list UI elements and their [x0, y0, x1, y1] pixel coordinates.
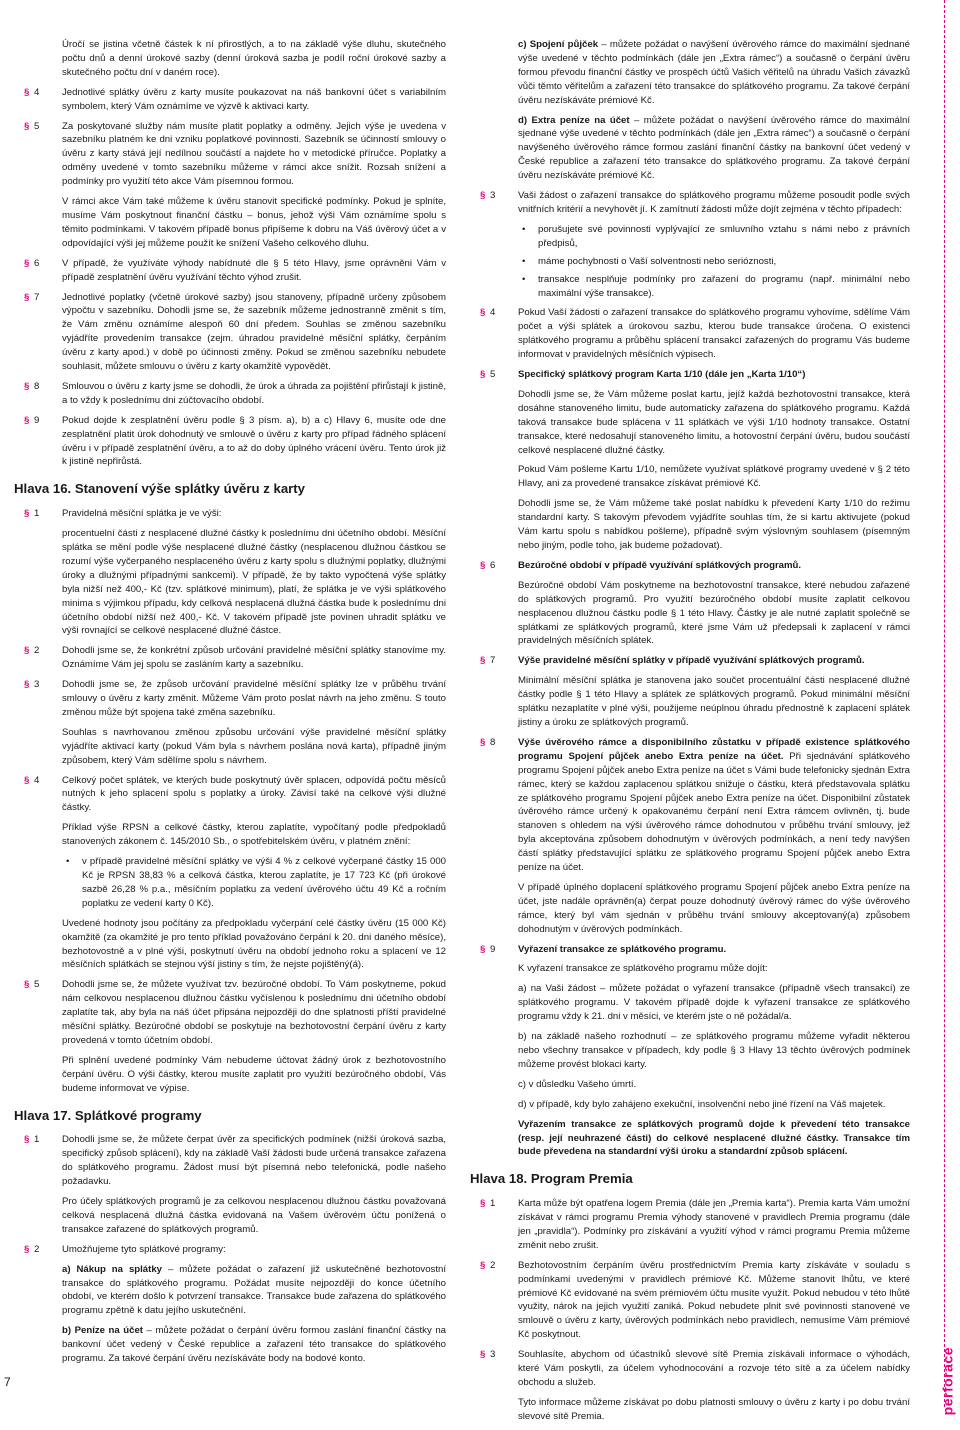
right-column — [470, 38, 910, 1430]
h17-section-2: § 2 Umožňujeme tyto splátkové programy: a) Nákup na splátky – můžete požádat o zařazení již uskutečněné bezhotovostní transakce do splátkového programu. Požádat musíte nejpozději do konce účetního období, ve kterém došlo k potvrzení transakce. Transakce bude zařazena do splátkového programu zpětně k datu jejího uskutečnění. b) Peníze na účet – můžete požádat o čerpání úvěru formou zaslání finanční částky na bankovní účet vedený v České republice a zařazení této transakce do splátkového programu. Za takové čerpání úvěru nezískáváte body na bodové konto. — [24, 1243, 447, 1365]
h16-section-2: § 2 Dohodli jsme se, že konkrétní způsob určování pravidelné měsíční splátky stanovíme my. Oznámíme Vám jej spolu se zasláním karty a sazebníku. — [24, 645, 446, 671]
h17-section-6: § 6 Bezúročné období v případě využívání splátkových programů. Bezúročné období Vám poskytneme na bezhotovostní transakce, které nebudou zařazené do splátkových programů. Pro využití bezúročného období musíte zaplatit celkovou nesplacenou dlužnou částku podle § 1 této Hlavy. Částky je ale nutné zaplatit společně se splátkami ze splátkových programů, které jsme Vám už předepsali k zaplacení v rámci pravidelných měsíčních splátek. — [480, 559, 910, 647]
h16-section-4-text-3: Uvedené hodnoty jsou počítány za předpokladu vyčerpání celé částky úvěru (15 000 Kč) okamžitě (za okamžité je pro tento příklad považováno čerpání k 20. dni daného měsíce), bezhotovostně a v plné výši, poskytnutí úvěru na období jednoho roku a splacení ve 12 měsíčních splátkách se stejnou výší jistiny s tím, že nejste pojištěný(á). — [62, 917, 446, 971]
h17-section-4: § 4 Pokud Vaší žádosti o zařazení transakce do splátkového programu vyhovíme, sdělíme Vám počet a výši splátek a úrokovou sazbu, kterou bude transakce úročena. O existenci splátkového programu a průběhu splácení transakcí zařazených do programu Vás budeme informovat v pravidelných měsíčních výpisech. — [480, 307, 910, 361]
h17-section-5: § 5 Specifický splátkový program Karta 1/10 (dále jen „Karta 1/10“) Dohodli jsme se, že Vám můžeme poslat kartu, jejíž každá bezhotovostní transakce, která dosáhne stanoveného limitu, bude automaticky zařazena do splátkového programu. Každá taková transakce bude splácena v 11 splátkách ve výši 1/10 hodnoty transakce. Ostatní transakce, které nedosahují stanoveného limitu, a hotovostní čerpání úvěru, budou součástí celkové nesplacené dlužné částky. Pokud Vám pošleme Kartu 1/10, nemůžete využívat splátkové programy uvedené v § 2 této Hlavy, ani za provedené transakce získávat prémiové Kč. Dohodli jsme se, že Vám můžeme také poslat nabídku k převedení Karty 1/10 do režimu standardní karty. S takovým převodem vyjádříte souhlas tím, že si kartu aktivujete (pokud Vám kartu spolu s nabídkou pošleme), případně svým výslovným souhlasem (písemným nebo jiným, podle toho, jak budeme požadovat). — [480, 369, 910, 551]
h17-section-4-text: Pokud Vaší žádosti o zařazení transakce do splátkového programu vyhovíme, sdělíme Vám počet a výši splátek a úrokovou sazbu, kterou bude transakce úročena. O existenci splátkového programu a průběhu splácení transakcí zařazených do programu Vás budeme informovat v pravidelných měsíčních výpisech. — [518, 307, 910, 361]
section-9: § 9 Pokud dojde k zesplatnění úvěru podle § 3 písm. a), b) a c) Hlavy 6, musíte ode dne zesplatnění platit úrok dohodnutý ve smlouvě o úvěru z karty pro případ řádného splácení úvěru i v případě zesplatnění úvěru, a to až do doby úplného vrácení úvěru. Tento úrok již k jistině nepřirůstá. — [24, 414, 446, 468]
section-7-text: Jednotlivé poplatky (včetně úrokové sazby) jsou stanoveny, případně určeny způsobem výpočtu v sazebníku. Dohodli jsme se, že sazebník můžeme jednostranně změnit s tím, že Vám změnu oznámíme alespoň 60 dní předem. Souhlas se změnou sazebníku vyjádříte provedením transakce (zejm. úhradou pravidelné měsíční splátky, čerpáním úvěru z karty apod.) v době po účinnosti změny. Pokud se změnou sazebníku nebudete souhlasit, můžete smlouvu o úvěru z karty okamžitě vypovědět. — [62, 291, 446, 373]
paragraph-mark: § — [480, 1349, 486, 1361]
h17-section-5-text-2: Pokud Vám pošleme Kartu 1/10, nemůžete využívat splátkové programy uvedené v § 2 této Hlavy, ani za provedené transakce získávat prémiové Kč. — [518, 464, 910, 490]
list-item: • v případě pravidelné měsíční splátky ve výši 4 % z celkové vyčerpané částky 15 000 Kč je RPSN 38,83 % a celková částka, kterou zaplatíte, je 17 723 Kč (při úrokové sazbě 26,28 % p.a., měsíčním poplatku za vedení úvěrového účtu 49 Kč a ročním poplatku ze vedení karty 0 Kč). — [62, 855, 446, 911]
section-5-text-2: V rámci akce Vám také můžeme k úvěru stanovit specifické podmínky. Pokud je splníte, musíme Vám poskytnout finanční částku – bonus, jehož výši Vám oznámíme spolu s těmito podmínkami. V takovém případě bonus připíšeme k dobru na Váš úvěrový účet a v odpovídající výši jej můžeme použít ke snížení Vašeho celkového dluhu. — [62, 196, 446, 249]
h18-section-3: § 3 Souhlasíte, abychom od účastníků slevové sítě Premia získávali informace o výhodách, které Vám poskytli, za účelem vyhodnocování a rozvoje této sítě a za účelem nabídky obchodu a služeb. Tyto informace můžeme získávat po dobu platnosti smlouvy o úvěru z karty i po dobu trvání slevové sítě Premia. — [480, 1349, 910, 1422]
h17-section-5-text: Dohodli jsme se, že Vám můžeme poslat kartu, jejíž každá bezhotovostní transakce, která dosáhne stanoveného limitu, bude automaticky zařazena do splátkového programu. Každá taková transakce bude splácena v 11 splátkách ve výši 1/10 hodnoty transakce. Ostatní transakce, které nedosahují stanoveného limitu, a hotovostní čerpání úvěru, budou součástí celkové nesplacené dlužné částky. — [518, 388, 910, 456]
h17-section-2-text: Umožňujeme tyto splátkové programy: — [62, 1243, 226, 1255]
h16-section-2-text: Dohodli jsme se, že konkrétní způsob určování pravidelné měsíční splátky stanovíme my. Oznámíme Vám jej spolu se zasláním karty a sazebníku. — [62, 645, 446, 671]
section-6: § 6 V případě, že využíváte výhody nabídnuté dle § 5 této Hlavy, jsme oprávněni Vám v případě zesplatnění úvěru využívání těchto výhod zrušit. — [24, 257, 446, 283]
paragraph-mark: § — [480, 559, 486, 571]
paragraph-mark: § — [24, 291, 30, 303]
h16-section-1-text: Pravidelná měsíční splátka je ve výši: — [62, 508, 222, 520]
h16-section-3: § 3 Dohodli jsme se, že způsob určování pravidelné měsíční splátky lze v průběhu trvání smlouvy o úvěru z karty změnit. Můžeme Vám proto poslat návrh na jeho změnu. S touto změnou může být spojena také změna sazebníku. Souhlas s navrhovanou změnou způsobu určování výše pravidelné měsíční splátky vyjádříte aktivací karty (pokud Vám byla s návrhem poslána nová karta), případně jiným způsobem, který Vám sdělíme spolu s návrhem. — [24, 679, 446, 766]
h16-section-4: § 4 Celkový počet splátek, ve kterých bude poskytnutý úvěr splacen, odpovídá počtu měsíců nutných k jeho splacení spolu s poplatky a úroky. Závisí také na celkové výši dlužné částky. Příklad výše RPSN a celkové částky, kterou zaplatíte, vypočítaný podle předpokladů stanovených zákonem č. 145/2010 Sb., o spotřebitelském úvěru, v platném znění: • v případě pravidelné měsíční splátky ve výši 4 % z celkové vyčerpané částky 15 000 Kč je RPSN 38,83 % a celková částka, kterou zaplatíte, je 17 723 Kč (při úrokové sazbě 26,28 % p.a., měsíčním poplatku za vedení úvěrového účtu 49 Kč a ročním poplatku ze vedení karty 0 Kč). Uvedené hodnoty jsou počítány za předpokladu vyčerpání celé částky úvěru (15 000 Kč) okamžitě (za okamžité je pro tento příklad považováno čerpání k 20. dni daného měsíce), bezhotovostně a v plné výši, poskytnutí úvěru na období jednoho roku a splacení ve 12 měsíčních splátkách se stejnou výší jistiny s tím, že nejste pojištěný(á). — [14, 774, 446, 973]
list-item: • máme pochybnosti o Vaší solventnosti nebo serióznosti, — [518, 255, 910, 269]
paragraph-mark: § — [480, 369, 486, 381]
h18-section-2: § 2 Bezhotovostním čerpáním úvěru prostřednictvím Premia karty získáváte v souladu s podmínkami uvedenými v pravidlech prémiové Kč. Můžeme stanovit lhůtu, ve které prémiové Kč evidované na svém prémiovém účtu musíte využít. Pokud nebudou v této lhůtě využity, nárok na jejich využití zaniká. Pokud nebudete plnit své povinnosti stanovené ve smlouvě o úvěru z karty, úvěrových podmínkách nebo pravidlech, nemusíme Vám prémiové Kč poskytnout. — [480, 1259, 910, 1341]
h17-section-9-b: b) na základě našeho rozhodnutí – ze splátkového programu můžeme vyřadit některou nebo všechny transakce v případech, kdy podle § 3 Hlavy 13 těchto úvěrových podmínek můžeme provést blokaci karty. — [518, 1031, 910, 1070]
section-8: § 8 Smlouvou o úvěru z karty jsme se dohodli, že úrok a úhrada za pojištění přirůstají k jistině, a to vždy k poslednímu dni zúčtovacího období. — [24, 380, 446, 406]
h16-section-4-text: Celkový počet splátek, ve kterých bude poskytnutý úvěr splacen, odpovídá počtu měsíců nutných k jeho splacení spolu s poplatky a úroky. Závisí také na celkové výši dlužné částky. — [62, 774, 446, 814]
h18-section-3-text: Souhlasíte, abychom od účastníků slevové sítě Premia získávali informace o výhodách, které Vám poskytli, za účelem vyhodnocování a rozvoje této sítě a za účelem nabídky obchodu a služeb. — [518, 1349, 910, 1389]
h17-section-6-title: Bezúročné období v případě využívání splátkových programů. — [518, 559, 802, 571]
list-item: • transakce nesplňuje podmínky pro zařazení do programu (např. minimální nebo maximální výše transakce). — [518, 273, 910, 301]
paragraph-mark: § — [24, 679, 30, 691]
page-number: 7 — [4, 1375, 11, 1389]
section-6-text: V případě, že využíváte výhody nabídnuté dle § 5 této Hlavy, jsme oprávněni Vám v případě zesplatnění úvěru využívání těchto výhod zrušit. — [62, 257, 446, 283]
paragraph-mark: § — [24, 645, 30, 657]
h17-section-8: § 8 Výše úvěrového rámce a disponibilního zůstatku v případě existence splátkového programu Spojení půjček anebo Extra peníze na účet. Při sjednávání splátkového programu Spojení půjček anebo Extra peníze na účet s Vámi bude telefonicky sjednán Extra rámec, který se každou zaplacenou splátkou snižuje o částku, která představovala splátku ze splátkového programu Spojení půjček anebo Extra peníze na účet. Disponibilní zůstatek úvěrového rámce určený k opakovanému čerpání není Extra rámcem ovlivněn, tj. bude stanoven s ohledem na výši úvěrového rámce dohodnutou v průběhu trvání smlouvy, jež byla akceptována způsobem dohodnutým v úvěrových podmínkách, a není tedy navýšen částí splátky představující splátku ze splátkového programu Spojení půjček anebo Extra peníze na účet. V případě úplného doplacení splátkového programu Spojení půjček anebo Extra peníze na účet, jste nadále oprávněn(a) čerpat pouze dohodnutý úvěrový rámec do výše úvěrového rámce, který byl vám sjednán v průběhu trvání smlouvy akceptovaný(a) způsobem dohodnutým v úvěrových podmínkách. — [480, 736, 910, 935]
program-nakup-na-splatky: a) Nákup na splátky – můžete požádat o zařazení již uskutečněné bezhotovostní transakce do splátkového programu. Požádat musíte nejpozději do konce účetního období, ve kterém došlo k potvrzení transakce. Transakce bude zařazena do splátkového programu zpětně k datu jejího uskutečnění. — [62, 1263, 447, 1317]
section-9-text: Pokud dojde k zesplatnění úvěru podle § 3 písm. a), b) a c) Hlavy 6, musíte ode dne zesplatnění platit úrok dohodnutý ve smlouvě o úvěru z karty pro případ řádného splácení úvěru i v případě zesplatnění úvěru, a to až do doby úplného vrácení úvěru. Tento úrok již k jistině nepřirůstá. — [62, 414, 446, 468]
h18-section-3-text-2: Tyto informace můžeme získávat po dobu platnosti smlouvy o úvěru z karty i po dobu trvání slevové sítě Premia. — [518, 1396, 910, 1422]
paragraph-mark: § — [24, 508, 30, 520]
paragraph-mark: § — [24, 1134, 30, 1146]
paragraph-mark: § — [480, 736, 486, 748]
h17-section-5-text-3: Dohodli jsme se, že Vám můžeme také poslat nabídku k převedení Karty 1/10 do režimu standardní karty. S takovým převodem vyjádříte souhlas tím, že si kartu aktivujete (pokud Vám kartu spolu s nabídkou pošleme), případně svým výslovným souhlasem (písemným nebo jiným, podle toho, jak budeme požadovat). — [518, 498, 910, 551]
section-7: § 7 Jednotlivé poplatky (včetně úrokové sazby) jsou stanoveny, případně určeny způsobem výpočtu v sazebníku. Dohodli jsme se, že sazebník můžeme jednostranně změnit s tím, že Vám změnu oznámíme alespoň 60 dní předem. Souhlas se změnou sazebníku vyjádříte provedením transakce (zejm. úhradou pravidelné měsíční splátky, čerpáním úvěru z karty apod.) v době po účinnosti změny. Pokud se změnou sazebníku nebudete souhlasit, můžete smlouvu o úvěru z karty okamžitě vypovědět. — [24, 291, 446, 373]
h17-section-5-title: Specifický splátkový program Karta 1/10 (dále jen „Karta 1/10“) — [518, 369, 806, 381]
heading-hlava-16: Hlava 16. Stanovení výše splátky úvěru z karty — [14, 481, 306, 497]
h17-section-3: § 3 Vaši žádost o zařazení transakce do splátkového programu můžeme posoudit podle svých vnitřních kritérií a nevyhovět jí. K zamítnutí žádosti může dojít zejména v těchto případech: • porušujete své povinnosti vyplývající ze smluvního vztahu s námi nebo z právních předpisů, • máme pochybnosti o Vaší solventnosti nebo serióznosti, • transakce nesplňuje podmínky pro zařazení do programu (např. minimální nebo maximální výše transakce). — [470, 189, 910, 300]
section-4: § 4 Jednotlivé splátky úvěru z karty musíte poukazovat na náš bankovní účet s variabilním symbolem, který Vám oznámíme ve výzvě k aktivaci karty. — [24, 86, 446, 112]
h17-section-3-text: Vaši žádost o zařazení transakce do splátkového programu můžeme posoudit podle svých vnitřních kritérií a nevyhovět jí. K zamítnutí žádosti může dojít zejména v těchto případech: — [518, 190, 910, 215]
h16-section-5: § 5 Dohodli jsme se, že můžete využívat tzv. bezúročné období. To Vám poskytneme, pokud nám celkovou nesplacenou dlužnou částku vyčíslenou k poslednímu dni účetního období zaplatíte tak, aby byla na náš účet připsána nejpozději do dne splatnosti příští pravidelné měsíční splátky. Bezúročné období se poskytuje na bezhotovostní čerpání úvěru z karty provedená v tomto účetním období. Při splnění uvedené podmínky Vám nebudeme účtovat žádný úrok z bezhotovostního čerpání úvěru. O výši částky, kterou musíte zaplatit pro využití bezúročného období, Vás budeme informovat ve výpise. — [24, 979, 446, 1094]
paragraph-mark: § — [24, 120, 30, 132]
h17-section-9-a: a) na Vaši žádost – můžete požádat o vyřazení transakce (případně všech transakcí) ze splátkového programu. V takovém případě dojde k vyřazení transakce ze splátkového programu vždy k 21. dni v měsíci, ve kterém jste o ně požádal/a. — [518, 983, 910, 1023]
h17-section-9-title: Vyřazení transakce ze splátkového programu. — [518, 943, 727, 955]
h16-section-4-text-2: Příklad výše RPSN a celkové částky, kterou zaplatíte, vypočítaný podle předpokladů stanovených zákonem č. 145/2010 Sb., o spotřebitelském úvěru, v platném znění: — [62, 822, 446, 848]
brand-logo: perforace — [939, 1347, 955, 1416]
h17-section-8-text: Výše úvěrového rámce a disponibilního zůstatku v případě existence splátkového programu Spojení půjček anebo Extra peníze na účet. Při sjednávání splátkového programu Spojení půjček anebo Extra peníze na účet s Vámi bude telefonicky sjednán Extra rámec, který se každou zaplacenou splátkou snižuje o částku, která představovala splátku ze splátkového programu Spojení půjček anebo Extra peníze na účet. Disponibilní zůstatek úvěrového rámce určený k opakovanému čerpání není Extra rámcem ovlivněn, tj. bude stanoven s ohledem na výši úvěrového rámce dohodnutou v průběhu trvání smlouvy, jež byla akceptována způsobem dohodnutým v úvěrových podmínkách, a není tedy navýšen částí splátky představující splátku ze splátkového programu Spojení půjček anebo Extra peníze na účet. — [518, 736, 910, 874]
heading-hlava-17: Hlava 17. Splátkové programy — [14, 1107, 202, 1123]
h16-section-5-text: Dohodli jsme se, že můžete využívat tzv. bezúročné období. To Vám poskytneme, pokud nám celkovou nesplacenou dlužnou částku vyčíslenou k poslednímu dni účetního období zaplatíte tak, aby byla na náš účet připsána nejpozději do dne splatnosti příští pravidelné měsíční splátky. Bezúročné období se poskytuje na bezhotovostní čerpání úvěru z karty provedená v tomto účetním období. — [62, 979, 446, 1046]
h16-section-3-text-2: Souhlas s navrhovanou změnou způsobu určování výše pravidelné měsíční splátky vyjádříte aktivací karty (pokud Vám byla s návrhem poslána nová karta), případně jiným způsobem, který Vám sdělíme spolu s návrhem. — [62, 726, 446, 766]
heading-hlava-18: Hlava 18. Program Premia — [470, 1171, 633, 1187]
rpsn-example-list — [62, 855, 446, 911]
h18-section-2-text: Bezhotovostním čerpáním úvěru prostřednictvím Premia karty získáváte v souladu s podmínkami uvedenými v pravidlech prémiové Kč. Můžeme stanovit lhůtu, ve které prémiové Kč evidované na svém prémiovém účtu musíte využít. Pokud nebudou v této lhůtě využity, nárok na jejich využití zaniká. Pokud nebudete plnit své povinnosti stanovené ve smlouvě o úvěru z karty, úvěrových podmínkách nebo pravidlech, nemusíme Vám prémiové Kč poskytnout. — [518, 1259, 910, 1341]
h18-section-1: § 1 Karta může být opatřena logem Premia (dále jen „Premia karta“). Premia karta Vám umožní získávat v rámci programu Premia výhody stanovené v pravidlech Premia programu (dále jen „pravidla“). Podmínky pro získávání a využití výhod v rámci programu Premia můžeme změnit nebo zrušit. — [480, 1198, 910, 1251]
h17-section-7: § 7 Výše pravidelné měsíční splátky v případě využívání splátkových programů. Minimální měsíční splátka je stanovena jako součet procentuální části nesplacené dlužné částky podle § 1 této Hlavy a splátek ze splátkových programů. Pokud minimální měsíční splátku nezaplatíte v plné výši, použijeme neúplnou úhradu přednostně k zaplacení splátek jistiny a úroku ze splátkových programů. — [480, 655, 910, 728]
section-5-text: Za poskytované služby nám musíte platit poplatky a odměny. Jejich výše je uvedena v sazebníku platném ke dni vzniku poplatkové povinnosti. Sazebník se účinností smlouvy o úvěru z karty stává její nedílnou součástí a najdete ho v metodické příručce. Poplatky a odměny uvedené v tomto sazebníku můžeme v rámci akce snížit. Rozsah snížení a podmínky pro využití této akce Vám písemnou formou. — [62, 120, 446, 188]
program-spojeni-pujcek: c) Spojení půjček – můžete požádat o navýšení úvěrového rámce do maximální sjednané výše uvedené v těchto podmínkách (dále jen „Extra rámec“) a současně o čerpání úvěru formou převodu finanční částky ve prospěch účtů Vašich věřitelů na úhradu Vašich závazků vůči těmto věřitelům a zařazení této transakce do splátkového programu. Za takové čerpání úvěru nezískáváte prémiové Kč. — [518, 39, 910, 106]
paragraph-mark: § — [480, 655, 486, 667]
h18-section-1-text: Karta může být opatřena logem Premia (dále jen „Premia karta“). Premia karta Vám umožní získávat v rámci programu Premia výhody stanovené v pravidlech Premia programu (dále jen „pravidla“). Podmínky pro získávání a využití výhod v rámci programu Premia můžeme změnit nebo zrušit. — [518, 1198, 910, 1251]
h17-section-1-text: Dohodli jsme se, že můžete čerpat úvěr za specifických podmínek (nižší úroková sazba, specifický způsob splácení), kdy na základě Vaší žádosti bude určená transakce zařazena do splátkového programu. Žádost musí být písemná nebo telefonická, podle našeho požadavku. — [62, 1134, 446, 1188]
paragraph-mark: § — [24, 257, 30, 269]
h17-section-9-text: K vyřazení transakce ze splátkového programu může dojít: — [518, 963, 768, 975]
paragraph-mark: § — [24, 414, 30, 426]
paragraph-mark: § — [24, 380, 30, 392]
h17-section-9-e: Vyřazením transakce ze splátkových programů dojde k převedení této transakce (resp. její neuhrazené části) do celkové nesplacené dlužné částky. Transakce tím bude převedena na standardní výši úroku a standardní způsob splácení. — [518, 1118, 910, 1158]
left-column — [14, 38, 446, 1372]
h17-section-9-d: d) v případě, kdy bylo zahájeno exekuční, insolvenční nebo jiné řízení na Váš majetek. — [518, 1098, 886, 1110]
intro-paragraph: Úročí se jistina včetně částek k ní přirostlých, a to na základě výše dluhu, skutečného počtu dnů a denní úrokové sazby (denní úroková sazba je podíl roční úrokové sazby a skutečného počtu dní v daném roce). — [62, 39, 446, 78]
program-penize-na-ucet: b) Peníze na účet – můžete požádat o čerpání úvěru formou zaslání finanční částky na bankovní účet vedený v České republice a zařazení této transakce do splátkového programu. Za takové čerpání úvěru nezískáváte body na bodové konto. — [62, 1325, 446, 1365]
h17-section-1: § 1 Dohodli jsme se, že můžete čerpat úvěr za specifických podmínek (nižší úroková sazba, specifický způsob splácení), kdy na základě Vaší žádosti bude určená transakce zařazena do splátkového programu. Žádost musí být písemná nebo telefonická, podle našeho požadavku. Pro účely splátkových programů je za celkovou nesplacenou dlužnou částku považovaná celková nesplacená dlužná částka evidovaná na Vašem úvěrovém účtu ponížená o transakce zařazené do splátkových programů. — [24, 1134, 446, 1235]
rejection-reasons-list — [518, 223, 910, 301]
paragraph-mark: § — [480, 943, 486, 955]
h17-section-7-text: Minimální měsíční splátka je stanovena jako součet procentuální části nesplacené dlužné částky podle § 1 této Hlavy a splátek ze splátkových programů. Pokud minimální měsíční splátku nezaplatíte v plné výši, použijeme neúplnou úhradu přednostně k zaplacení splátek jistiny a úroku ze splátkových programů. — [518, 675, 910, 728]
paragraph-mark: § — [480, 190, 486, 202]
paragraph-mark: § — [24, 774, 30, 786]
h17-section-9-c: c) v důsledku Vašeho úmrtí. — [518, 1078, 637, 1090]
h16-section-5-text-2: Při splnění uvedené podmínky Vám nebudeme účtovat žádný úrok z bezhotovostního čerpání úvěru. O výši částky, kterou musíte zaplatit pro využití bezúročného období, Vás budeme informovat ve výpise. — [62, 1054, 446, 1094]
perforation-strip — [944, 0, 960, 1407]
h17-section-8-text-2: V případě úplného doplacení splátkového programu Spojení půjček anebo Extra peníze na účet, jste nadále oprávněn(a) čerpat pouze dohodnutý úvěrový rámec do výše úvěrového rámce, který byl vám sjednán v průběhu trvání smlouvy akceptovaný(a) způsobem dohodnutým v úvěrových podmínkách. — [518, 881, 910, 935]
h17-section-9: § 9 Vyřazení transakce ze splátkového programu. K vyřazení transakce ze splátkového programu může dojít: a) na Vaši žádost – můžete požádat o vyřazení transakce (případně všech transakcí) ze splátkového programu. V takovém případě dojde k vyřazení transakce ze splátkového programu vždy k 21. dni v měsíci, ve kterém jste o ně požádal/a. b) na základě našeho rozhodnutí – ze splátkového programu můžeme vyřadit některou nebo všechny transakce v případech, kdy podle § 3 Hlavy 13 těchto úvěrových podmínek můžeme provést blokaci karty. c) v důsledku Vašeho úmrtí. d) v případě, kdy bylo zahájeno exekuční, insolvenční nebo jiné řízení na Váš majetek. Vyřazením transakce ze splátkových programů dojde k převedení této transakce (resp. její neuhrazené části) do celkové nesplacené dlužné částky. Transakce tím bude převedena na standardní výši úroku a standardní způsob splácení. — [480, 943, 910, 1158]
section-4-text: Jednotlivé splátky úvěru z karty musíte poukazovat na náš bankovní účet s variabilním symbolem, který Vám oznámíme ve výzvě k aktivaci karty. — [62, 86, 446, 112]
section-8-text: Smlouvou o úvěru z karty jsme se dohodli, že úrok a úhrada za pojištění přirůstají k jistině, a to vždy k poslednímu dni zúčtovacího období. — [62, 380, 446, 406]
h16-section-1: § 1 Pravidelná měsíční splátka je ve výši: procentuelní části z nesplacené dlužné částky k poslednímu dni účetního období. Měsíční splátka se mění podle výše nesplacené dlužné částky (nesplacenou dlužnou částkou se rozumí výše vyčerpaného nesplaceného úvěru z karty spolu s dlužnými poplatky, dlužnými úroky a dlužnými případnými sankcemi). V případě, že by takto vypočtená výše splátky byla nižší než 400,- Kč (tzv. splátkové minimum), platí, že splátka je ve výši splátkového minima s výjimkou případu, kdy celková nesplacená dlužná částka bude k poslednímu dni účetního období nižší než 400,- Kč. V takovém případě jste povinen uhradit splátku ve výši rovnající se celkové nesplacené dlužné částce. — [24, 508, 446, 637]
list-item: • porušujete své povinnosti vyplývající ze smluvního vztahu s námi nebo z právních předpisů, — [518, 223, 910, 251]
h16-section-1-text-2: procentuelní části z nesplacené dlužné částky k poslednímu dni účetního období. Měsíční splátka se mění podle výše nesplacené dlužné částky (nesplacenou dlužnou částkou se rozumí výše vyčerpaného nesplaceného úvěru z karty spolu s dlužnými poplatky, dlužnými úroky a dlužnými případnými sankcemi). V případě, že by takto vypočtená výše splátky byla nižší než 400,- Kč (tzv. splátkové minimum), platí, že splátka je ve výši splátkového minima s výjimkou případu, kdy celková nesplacená dlužná částka bude k poslednímu dni účetního období nižší než 400,- Kč. V takovém případě jste povinen uhradit splátku ve výši rovnající se celkové nesplacené dlužné částce. — [62, 528, 446, 637]
section-5: § 5 Za poskytované služby nám musíte platit poplatky a odměny. Jejich výše je uvedena v sazebníku platném ke dni vzniku poplatkové povinnosti. Sazebník se účinností smlouvy o úvěru z karty stává její nedílnou součástí a najdete ho v metodické příručce. Poplatky a odměny uvedené v tomto sazebníku můžeme v rámci akce snížit. Rozsah snížení a podmínky pro využití této akce Vám písemnou formou. V rámci akce Vám také můžeme k úvěru stanovit specifické podmínky. Pokud je splníte, musíme Vám poskytnout finanční částku – bonus, jehož výši Vám oznámíme spolu s těmito podmínkami. V takovém případě bonus připíšeme k dobru na Váš úvěrový účet a v odpovídající výši jej můžeme použít ke snížení Vašeho celkového dluhu. — [24, 120, 446, 249]
program-extra-penize: d) Extra peníze na účet – můžete požádat o navýšení úvěrového rámce do maximální sjednané výše uvedené v těchto podmínkách (dále jen „Extra rámec“) a současně o čerpání navýšeného úvěrového rámce formou zaslání finanční částky na bankovní účet vedený v České republice a zařazení této transakce do splátkového programu. Za takové čerpání úvěru nezískáváte prémiové Kč. — [518, 114, 910, 182]
paragraph-mark: § — [24, 1243, 30, 1255]
paragraph-mark: § — [480, 1198, 486, 1210]
paragraph-mark: § — [480, 307, 486, 319]
h17-section-6-text: Bezúročné období Vám poskytneme na bezhotovostní transakce, které nebudou zařazené do splátkových programů. Pro využití bezúročného období musíte zaplatit celkovou nesplacenou dlužnou částku podle § 1 této Hlavy. Částky je ale nutné zaplatit společně se splátkami ze splátkových programů, které jsme Vám už předepsali k zaplacení v rámci pravidelných měsíčních splátek. — [518, 579, 910, 647]
paragraph-mark: § — [24, 86, 30, 98]
paragraph-mark: § — [24, 979, 30, 991]
h17-section-1-text-2: Pro účely splátkových programů je za celkovou nesplacenou dlužnou částku považovaná celková nesplacená dlužná částka evidovaná na Vašem úvěrovém účtu ponížená o transakce zařazené do splátkových programů. — [62, 1196, 446, 1235]
paragraph-mark: § — [480, 1259, 486, 1271]
h16-section-3-text: Dohodli jsme se, že způsob určování pravidelné měsíční splátky lze v průběhu trvání smlouvy o úvěru z karty změnit. Můžeme Vám proto poslat návrh na jeho změnu. S touto změnou může být spojena také změna sazebníku. — [62, 679, 446, 718]
h17-section-7-title: Výše pravidelné měsíční splátky v případě využívání splátkových programů. — [518, 655, 865, 667]
